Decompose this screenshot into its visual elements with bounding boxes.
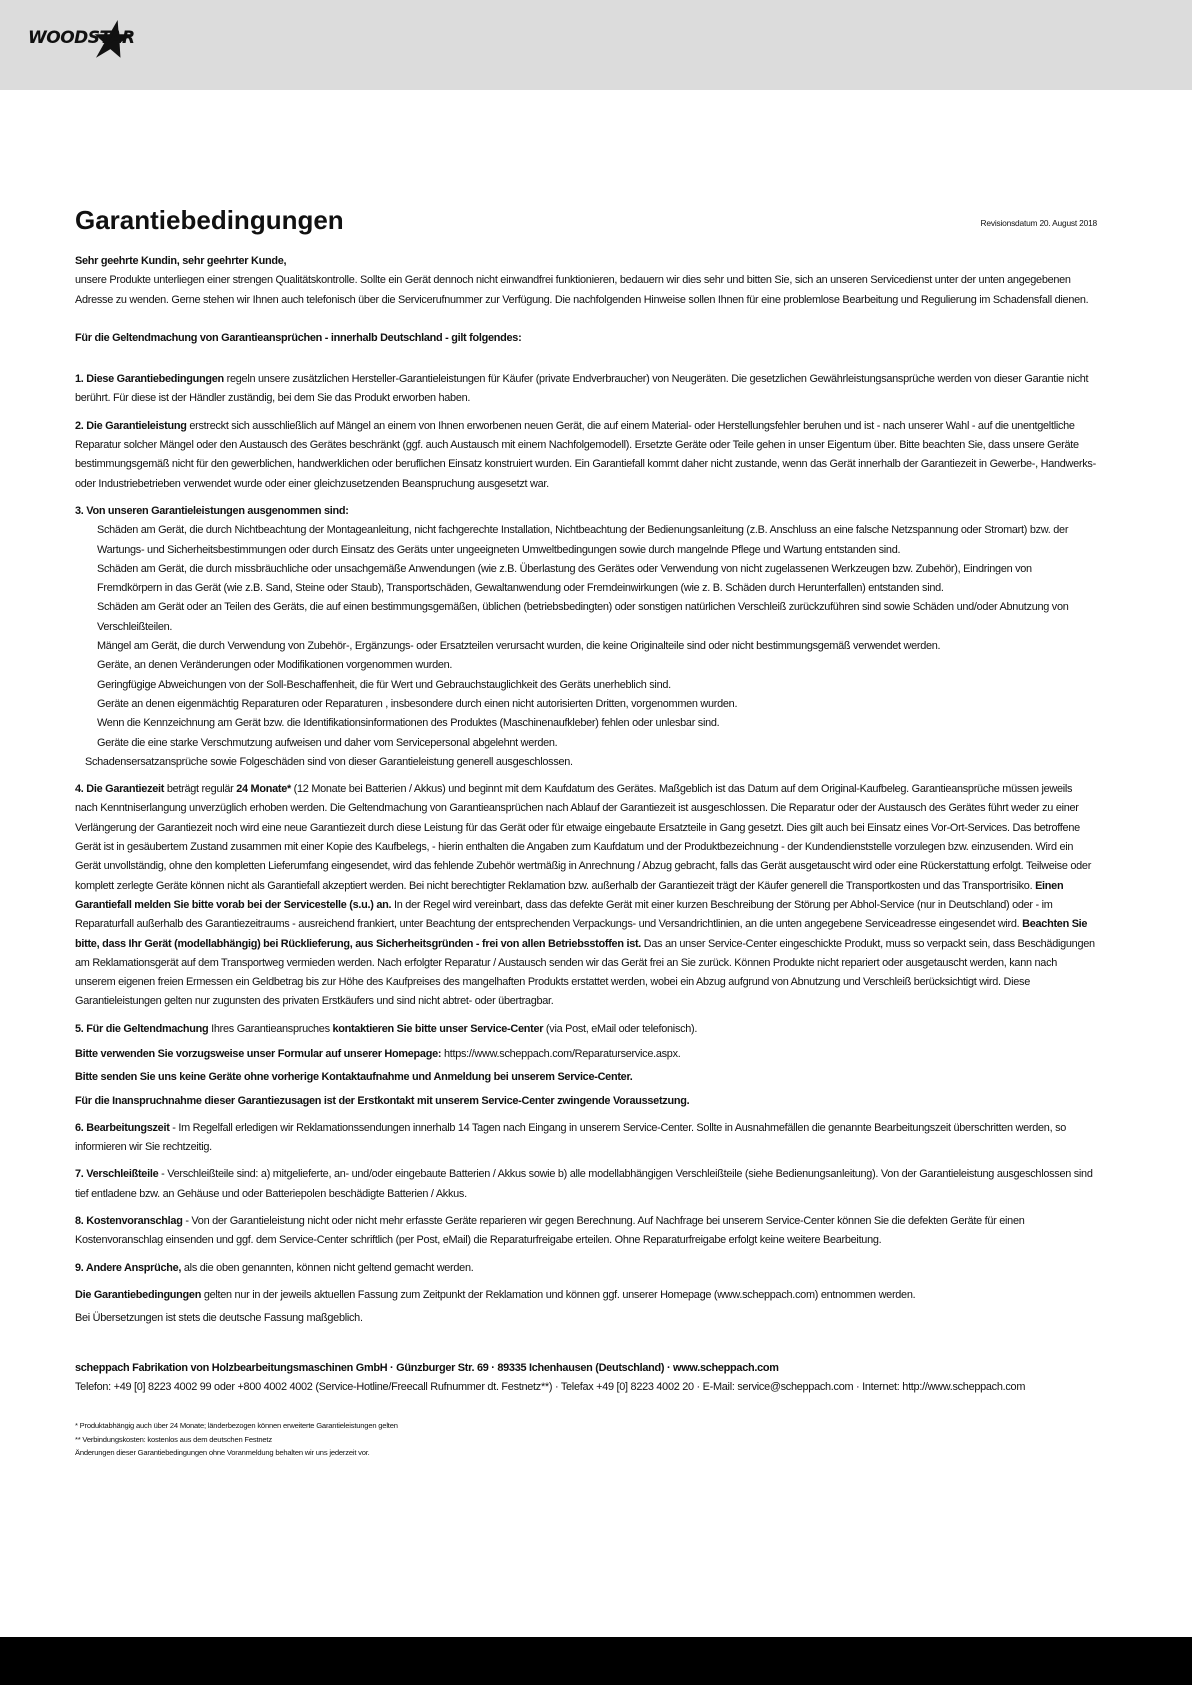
title-row xyxy=(75,200,1097,252)
section-9-text: als die oben genannten, können nicht geltend gemacht werden. xyxy=(181,1261,474,1274)
list-item: Geringfügige Abweichungen von der Soll-Beschaffenheit, die für Wert und Gebrauchstauglichkeit des Geräts unerheblich sind. xyxy=(97,678,671,691)
section-2-text: erstreckt sich ausschließlich auf Mängel an einem von Ihnen erworbenen neuen Gerät, die auf einem Material- oder Herstellungsfehler beruhen und ist - nach unserer Wahl - auf die unentgeltliche Reparatur solcher Mängel oder den Austausch des Gerätes beschränkt (ggf. auch Austausch mit einem Nachfolgemodell). Ersetzte Geräte oder Teile gehen in unser Eigentum über. Bitte beachten Sie, dass unsere Geräte bestimmungsgemäß nicht für den gewerblichen, handwerklichen oder beruflichen Einsatz konstruiert wurden. Ein Garantiefall kommt daher nicht zustande, wenn das Gerät innerhalb der Garantiezeit in Gewerbe-, Handwerks- oder Industriebetrieben verwendet wurde oder einer gleichzusetzenden Beanspruchung ausgesetzt war. xyxy=(75,419,1096,490)
header-band xyxy=(0,0,1192,90)
list-item: Schäden am Gerät, die durch missbräuchliche oder unsachgemäße Anwendungen (wie z.B. Überlastung des Gerätes oder Verwendung von nicht zugelassenen Werkzeugen bzw. Zubehör), Eindringen von Fremdkörpern in das Gerät (wie z.B. Sand, Steine oder Staub), Transportschäden, Gewaltanwendung oder Fremdeinwirkungen (wie z. B. Schäden durch Herunterfallen) entstanden sind. xyxy=(97,562,1032,595)
intro-paragraph: unsere Produkte unterliegen einer strengen Qualitätskontrolle. Sollte ein Gerät dennoch nicht einwandfrei funktionieren, bedauern wir dies sehr und bitten Sie, sich an unseren Servicedienst unter der unten angegebenen Adresse zu wenden. Gerne stehen wir Ihnen auch telefonisch über die Servicerufnummer zur Verfügung. Die nachfolgenden Hinweise sollen Ihnen für eine problemlose Bearbeitung und Regulierung im Schadensfall dienen. xyxy=(75,274,1089,306)
report-notice: Einen Garantiefall melden Sie bitte vorab bei der Servicestelle (s.u.) an. xyxy=(75,879,1064,911)
section-4-text: In der Regel wird vereinbart, dass das defekte Gerät mit einer kurzen Beschreibung der Störung per Abhol-Service (nur in Deutschland) oder - im Reparaturfall außerhalb des Garantiezeitraums - ausreichend frankiert, unter Beachtung der entsprechenden Verpackungs- und Versandrichtlinien, an die unten angegebene Serviceadresse eingesendet wird. xyxy=(75,898,1053,931)
section-9 xyxy=(75,1259,1097,1278)
scope-heading: Für die Geltendmachung von Garantieansprüchen - innerhalb Deutschland - gilt folgendes: xyxy=(75,331,522,344)
section-5 xyxy=(75,1020,1097,1039)
section-1-heading: 1. Diese Garantiebedingungen xyxy=(75,373,224,386)
list-item: Wenn die Kennzeichnung am Gerät bzw. die Identifikationsinformationen des Produktes (Maschinenaufkleber) fehlen oder unlesbar sind. xyxy=(97,717,720,730)
guarantee-period: 24 Monate* xyxy=(236,783,291,796)
section-6-heading: 6. Bearbeitungszeit xyxy=(75,1121,170,1134)
validity-heading: Die Garantiebedingungen xyxy=(75,1288,202,1301)
contact-service-center: kontaktieren Sie bitte unser Service-Center xyxy=(332,1022,544,1035)
section-6 xyxy=(75,1119,1097,1158)
section-3-tail: Schadensersatzansprüche sowie Folgeschäden sind von dieser Garantieleistung generell ausgeschlossen. xyxy=(85,755,573,768)
woodstar-logo xyxy=(28,16,150,72)
revision-date: Revisionsdatum 20. August 2018 xyxy=(980,218,1097,228)
repair-service-url: https://www.scheppach.com/Reparaturservice.aspx. xyxy=(441,1047,681,1060)
footer-band xyxy=(0,1637,1192,1685)
section-7-heading: 7. Verschleißteile xyxy=(75,1168,159,1181)
section-4 xyxy=(75,780,1097,1012)
exclusion-list xyxy=(75,521,1097,753)
section-5-text: Ihres Garantieanspruches xyxy=(208,1022,333,1035)
first-contact-requirement: Für die Inanspruchnahme dieser Garantiezusagen ist der Erstkontakt mit unserem Service-Center zwingende Voraussetzung. xyxy=(75,1094,690,1107)
translation-note: Bei Übersetzungen ist stets die deutsche Fassung maßgeblich. xyxy=(75,1312,363,1325)
footnotes xyxy=(75,1419,1097,1460)
validity-note xyxy=(75,1286,1097,1305)
section-8 xyxy=(75,1212,1097,1251)
section-1-text: regeln unsere zusätzlichen Hersteller-Garantieleistungen für Käufer (private Endverbraucher) von Neugeräten. Die gesetzlichen Gewährleistungsansprüche werden von dieser Garantie nicht berührt. Für diese ist der Händler zuständig, bei dem Sie das Produkt erworben haben. xyxy=(75,373,1089,405)
section-2-heading: 2. Die Garantieleistung xyxy=(75,419,187,432)
section-7-text: - Verschleißteile sind: a) mitgelieferte, an- und/oder eingebaute Batterien / Akkus sowie b) alle modellabhängigen Verschleißteile (siehe Bedienungsanleitung). Von der Garantieleistung ausgeschlossen sind tief entladene bzw. an Gehäuse und oder Batteriepolen beschädigte Batterien / Akkus. xyxy=(75,1168,1093,1200)
section-9-heading: 9. Andere Ansprüche, xyxy=(75,1261,182,1274)
guarantee-document xyxy=(75,200,1097,1460)
company-address: scheppach Fabrikation von Holzbearbeitungsmaschinen GmbH · Günzburger Str. 69 · 89335 Ichenhausen (Deutschland) · www.scheppach.com xyxy=(75,1361,779,1374)
page-title: Garantiebedingungen xyxy=(75,205,344,235)
section-5-text: (via Post, eMail oder telefonisch). xyxy=(543,1022,698,1035)
safety-notice: Beachten Sie bitte, dass Ihr Gerät (modellabhängig) bei Rücklieferung, aus Sicherheitsgründen - frei von allen Betriebsstoffen ist. xyxy=(75,918,1088,950)
section-8-text: - Von der Garantieleistung nicht oder nicht mehr erfasste Geräte reparieren wir gegen Berechnung. Auf Nachfrage bei unserem Service-Center können Sie die defekten Geräte für einen Kostenvoranschlag einsenden und ggf. dem Service-Center schriftlich (per Post, eMail) die Reparaturfreigabe erteilen. Ohne Reparaturfreigabe erfolgt keine weitere Bearbeitung. xyxy=(75,1215,1025,1247)
section-4-heading: 4. Die Garantiezeit xyxy=(75,783,165,796)
section-1 xyxy=(75,370,1097,409)
section-4-text: (12 Monate bei Batterien / Akkus) und beginnt mit dem Kaufdatum des Gerätes. Maßgeblich ist das Datum auf dem Original-Kaufbeleg. Garantieansprüche müssen jeweils nach Kenntniserlangung unverzüglich erhoben werden. Die Geltendmachung von Garantieansprüchen nach Ablauf der Garantiezeit ist ausgeschlossen. Die Reparatur oder der Austausch des Gerätes führt weder zu einer Verlängerung der Garantiezeit noch wird eine neue Garantiezeit durch diese Leistung für das Gerät oder für etwaige eingebaute Ersatzteile in Gang gesetzt. Dies gilt auch bei Einsatz eines Vor-Ort-Services. Das betroffene Gerät ist in gesäubertem Zustand zusammen mit einer Kopie des Kaufbelegs, - hierin enthalten die Angaben zum Kaufdatum und der Produktbezeichnung - der Kundendienststelle vorzulegen bzw. einzusenden. Wird ein Gerät unvollständig, ohne den kompletten Lieferumfang eingesendet, wird das fehlende Zubehör wertmäßig in Anrechnung / Abzug gebracht, falls das Gerät ausgetauscht wird oder eine Rückerstattung erfolgt. Teilweise oder komplett zerlegte Geräte können nicht als Garantiefall akzeptiert werden. Bei nicht berechtigter Reklamation bzw. außerhalb der Garantiezeit trägt der Käufer generell die Transportkosten und das Transportrisiko. xyxy=(75,783,1092,892)
validity-text: gelten nur in der jeweils aktuellen Fassung zum Zeitpunkt der Reklamation und können ggf. unserer Homepage (www.scheppach.com) entnommen werden. xyxy=(201,1288,916,1301)
section-7 xyxy=(75,1165,1097,1204)
list-item: Geräte an denen eigenmächtig Reparaturen oder Reparaturen , insbesondere durch einen nicht autorisierten Dritten, vorgenommen wurden. xyxy=(97,697,738,710)
homepage-form-line xyxy=(75,1045,1097,1064)
section-2 xyxy=(75,417,1097,494)
section-5-heading: 5. Für die Geltendmachung xyxy=(75,1022,209,1035)
homepage-form-label: Bitte verwenden Sie vorzugsweise unser Formular auf unserer Homepage: xyxy=(75,1047,442,1060)
section-4-text: beträgt regulär xyxy=(164,783,237,796)
list-item: Geräte, an denen Veränderungen oder Modifikationen vorgenommen wurden. xyxy=(97,659,453,672)
salutation: Sehr geehrte Kundin, sehr geehrter Kunde, xyxy=(75,255,287,267)
list-item: Mängel am Gerät, die durch Verwendung von Zubehör-, Ergänzungs- oder Ersatzteilen verursacht wurden, die keine Originalteile sind oder nicht bestimmungsgemäß verwendet werden. xyxy=(97,640,941,653)
list-item: Geräte die eine starke Verschmutzung aufweisen und daher vom Servicepersonal abgelehnt werden. xyxy=(97,736,558,749)
list-item: Schäden am Gerät oder an Teilen des Geräts, die auf einen bestimmungsgemäßen, üblichen (betriebsbedingten) oder sonstigen natürlichen Verschleiß zurückzuführen sind sowie Schäden und/oder Abnutzung von Verschleißteilen. xyxy=(97,601,1069,633)
section-3-heading: 3. Von unseren Garantieleistungen ausgenommen sind: xyxy=(75,504,349,517)
section-6-text: - Im Regelfall erledigen wir Reklamationssendungen innerhalb 14 Tagen nach Eingang in unserem Service-Center. Sollte in Ausnahmefällen die genannte Bearbeitungszeit überschritten werden, so informieren wir Sie rechtzeitig. xyxy=(75,1121,1067,1154)
logo-wordmark: WOODSTAR xyxy=(28,28,135,48)
list-item: Schäden am Gerät, die durch Nichtbeachtung der Montageanleitung, nicht fachgerechte Installation, Nichtbeachtung der Bedienungsanleitung (z.B. Anschluss an eine falsche Netzspannung oder Stromart) bzw. der Wartungs- und Sicherheitsbestimmungen oder durch Einsatz des Geräts unter ungeeigneten Umweltbedingungen sowie durch mangelnde Pflege und Wartung entstanden sind. xyxy=(97,524,1069,556)
section-8-heading: 8. Kostenvoranschlag xyxy=(75,1215,183,1228)
footnote: Änderungen dieser Garantiebedingungen ohne Voranmeldung behalten wir uns jederzeit vor. xyxy=(75,1448,370,1458)
no-unannounced-shipments: Bitte senden Sie uns keine Geräte ohne vorherige Kontaktaufnahme und Anmeldung bei unserem Service-Center. xyxy=(75,1071,633,1084)
footnote: * Produktabhängig auch über 24 Monate; länderbezogen können erweiterte Garantieleistungen gelten xyxy=(75,1421,398,1431)
footnote: ** Verbindungskosten: kostenlos aus dem deutschen Festnetz xyxy=(75,1434,272,1444)
section-4-text: Das an unser Service-Center eingeschickte Produkt, muss so verpackt sein, dass Beschädigungen am Reklamationsgerät auf dem Transportweg vermieden werden. Nach erfolgter Reparatur / Austausch senden wir das Gerät frei an Sie zurück. Können Produkte nicht repariert oder ausgetauscht werden, kann nach unserem eigenen freien Ermessen ein Geldbetrag bis zur Höhe des Kaufpreises des mangelhaften Produkts erstattet werden, wobei ein Abzug aufgrund von Abnutzung und Verschleiß berücksichtigt wird. Diese Garantieleistungen gelten nur zugunsten des privaten Erstkäufers und sind nicht abtret- oder übertragbar. xyxy=(75,937,1095,1008)
company-contact: Telefon: +49 [0] 8223 4002 99 oder +800 4002 4002 (Service-Hotline/Freecall Rufnummer dt. Festnetz**) · Telefax +49 [0] 8223 4002 20 · E-Mail: service@scheppach.com · Internet: http://www.scheppach.com xyxy=(75,1380,1026,1393)
